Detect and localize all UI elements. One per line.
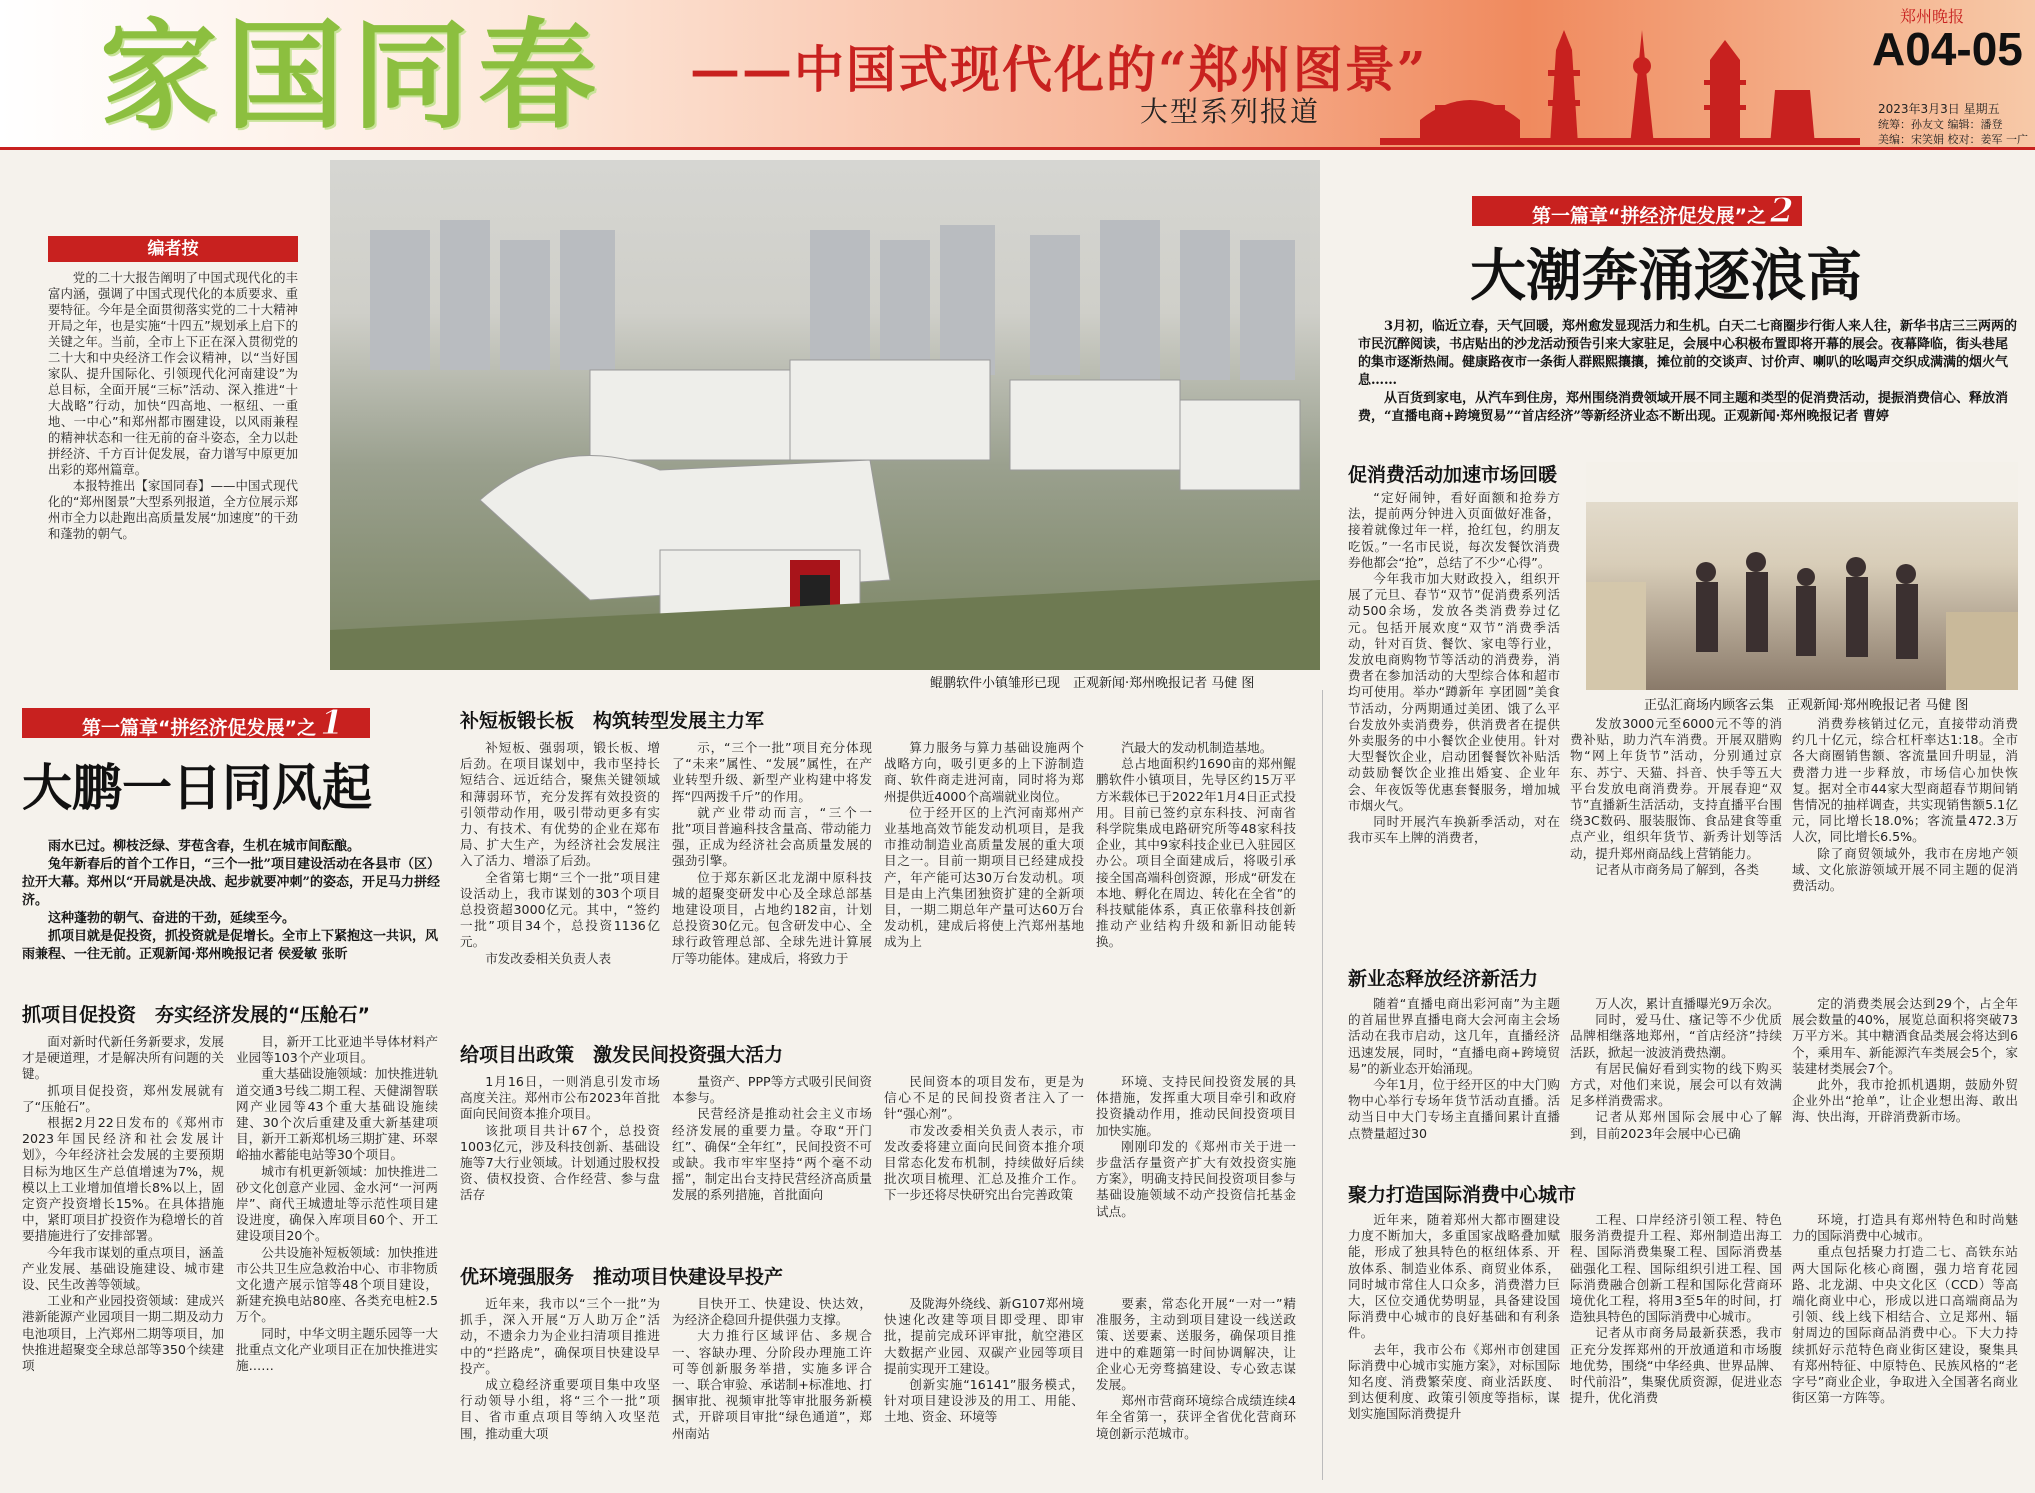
- editor-note-para: 党的二十大报告阐明了中国式现代化的丰富内涵，强调了中国式现代化的本质要求、重要特征。今年是全面贯彻落实党的二十大精神开局之年，也是实施“十四五”规划承上启下的关键之年。当前，全市上下正在深入贯彻党的二十大和中央经济工作会议精神，以“当好国家队、提升国际化、引领现代化河南建设”为总目标，全面开展“三标”活动、深入推进“十大战略”行动，加快“四高地、一枢纽、一重地、一中心”和郑州都市圈建设，以风雨兼程的精神状态和一往无前的奋斗姿态，全力以赴拼经济、千方百计促发展，奋力谱写中原更加出彩的郑州篇章。: [48, 270, 298, 477]
- building-cluster-illustration: [330, 160, 1320, 670]
- story2-lead: [1358, 318, 2018, 438]
- page-number: A04-05: [1872, 23, 2023, 75]
- editor-note-para: 本报特推出【家国同春】——中国式现代化的“郑州图景”大型系列报道，全方位展示郑州市全力以赴跑出高质量发展“加速度”的干劲和蓬勃的朝气。: [48, 478, 298, 541]
- story1-lead-para: 抓项目就是促投资，抓投资就是促增长。全市上下紧抱这一共识，风雨兼程、一往无前。正观新闻·郑州晚报记者 侯爱敏 张昕: [22, 929, 439, 962]
- story2-chapter-label: 第一篇章“拼经济促发展”之: [1532, 205, 1766, 227]
- story1-lead: [22, 838, 442, 988]
- story2-subhead-2: 新业态释放经济新活力: [1348, 968, 1539, 990]
- story1-col2: [236, 1034, 438, 1476]
- paragraph: 面对新时代新任务新要求，发展才是硬道理，才是解决所有问题的关键。: [22, 1034, 224, 1082]
- paragraph: 市发改委相关负责人表: [485, 950, 612, 966]
- paragraph: 刚刚印发的《郑州市关于进一步盘活存量资产扩大有效投资实施方案》，明确支持民间投资项目参与基础设施领域不动产投资信托基金试点。: [1096, 1138, 1296, 1219]
- story1-chapter-number: 1: [319, 703, 344, 743]
- paragraph: 城市有机更新领域：加快推进二砂文化创意产业园、金水河“一河两岸”、商代王城遗址等示范性项目建设进度，确保入库项目60个、开工建设项目20个。: [236, 1163, 438, 1244]
- story2-chapter-number: 2: [1769, 191, 1794, 231]
- story1-col6: [1096, 740, 1296, 1020]
- paragraph: 及陇海外绕线、新G107郑州境快速化改建等项目即受理、即审批，提前完成环评审批，航空港区大数据产业园、双碳产业园等项目提前实现开工建设。: [884, 1296, 1084, 1376]
- paragraph: 创新实施“16141”服务模式，针对项目建设涉及的用工、用能、土地、资金、环境等: [884, 1377, 1084, 1425]
- mall-shoppers-photo: [1586, 462, 2018, 690]
- paragraph: 重大基础设施领域：加快推进轨道交通3号线二期工程、天健湖智联网产业园等43个重大基础设施续建、30个次后重建及重大新基建项目，新开工新郑机场三期扩建、环翠峪抽水蓄能电站等30个项目。: [236, 1066, 438, 1163]
- story2-lead-para: 3月初，临近立春，天气回暖，郑州愈发显现活力和生机。白天二七商圈步行街人来人往，新华书店三三两两的市民沉醉阅读，书店贴出的沙龙活动预告引来大家驻足，会展中心积极布置即将开幕的展会。夜幕降临，街头巷尾的集市逐渐热闹。健康路夜市一条街人群熙熙攘攘，摊位前的交谈声、讨价声、喇叭的吆喝声交织成满满的烟火气息……: [1358, 319, 2018, 388]
- story2-sec3-col2: [1570, 1212, 1782, 1474]
- story1-lead-para: 雨水已过。柳枝泛绿、芽苞含春，生机在城市间酝酿。: [48, 839, 361, 854]
- paragraph: 工业和产业园投资领域：建成兴港新能源产业园项目一期二期及动力电池项目，上汽郑州二期等项目，加快推进超聚变全球总部等350个续建项: [22, 1293, 224, 1374]
- paragraph: 此外，我市抢抓机遇期，鼓励外贸企业外出“抢单”，让企业想出海、敢出海、快出海，开辟消费新市场。: [1792, 1077, 2018, 1125]
- paragraph: 要素，常态化开展“一对一”精准服务，主动到项目建设一线送政策、送要素、送服务，确保项目推进中的难题第一时间协调解决，让企业心无旁骛搞建设、专心致志谋发展。: [1096, 1296, 1296, 1393]
- story1-row2-col3: [884, 1074, 1084, 1250]
- paragraph: 根据2月22日发布的《郑州市2023年国民经济和社会发展计划》，今年经济社会发展的主要预期目标为地区生产总值增速为7%，规模以上工业增加值增长8%以上，固定资产投资增长15%。在具体措施中，紧盯项目扩投资作为稳增长的首要措施进行了安排部署。: [22, 1115, 224, 1244]
- editor-note-label: 编者按: [48, 236, 298, 262]
- paragraph: 总占地面积约1690亩的郑州鲲鹏软件小镇项目，先导区约15万平方米载体已于2022年1月4日正式投用。目前已签约京东科技、河南省科学院集成电路研究所等48家科技企业，其中9家科技企业已入驻园区办公。项目全面建成后，将吸引承接全国高端科创资源，形成“研发在本地、孵化在周边、转化在全省”的科技赋能体系，真正依靠科技创新推动产业结构升级和新旧动能转换。: [1096, 756, 1296, 950]
- issue-date: 2023年3月3日 星期五: [1878, 102, 2000, 116]
- story2-sec1-col2: [1570, 716, 1782, 916]
- story1-row3-col1: [460, 1296, 660, 1476]
- story1-lead-para: 这种蓬勃的朝气、奋进的干劲，延续至今。: [48, 911, 296, 926]
- story2-lead-para: 从百货到家电，从汽车到住房，郑州围绕消费领域开展不同主题和类型的促消费活动，提振消费信心、释放消费，“直播电商+跨境贸易”“首店经济”等新经济业态不断出现。正观新闻·郑州晚报记者 曹婷: [1358, 391, 2009, 424]
- paragraph: 算力服务与算力基础设施两个战略方向，吸引更多的上下游制造商、软件商走进河南，同时将为郑州提供近4000个高端就业岗位。: [884, 740, 1084, 804]
- crowd-illustration: [1586, 462, 2018, 690]
- paragraph: 有居民偏好看到实物的线下购买方式，对他们来说，展会可以有效满足多样消费需求。: [1570, 1060, 1782, 1109]
- editor-credits: 统筹：孙友文 编辑：潘登: [1878, 118, 2003, 131]
- paragraph: 1月16日，一则消息引发市场高度关注。郑州市公布2023年首批面向民间资本推介项目。: [460, 1074, 660, 1122]
- story1-chapter-banner: [22, 703, 370, 743]
- story2-sec2-col2: [1570, 996, 1782, 1156]
- editor-note-text: [48, 270, 298, 630]
- paragraph: 汽最大的发动机制造基地。: [1121, 740, 1273, 755]
- paragraph: 就产业带动而言，“三个一批”项目普遍科技含量高、带动能力强，正成为经济社会高质量发展的强劲引擎。: [672, 804, 872, 869]
- story1-subhead-4: 优环境强服务 推动项目快建设早投产: [460, 1266, 784, 1288]
- paragraph: 量资产、PPP等方式吸引民间资本参与。: [672, 1074, 872, 1106]
- story1-col1: [22, 1034, 224, 1476]
- masthead-series-label: 大型系列报道: [1140, 95, 1321, 128]
- story1-row3-col2: [672, 1296, 872, 1476]
- masthead-title: 家国同春: [100, 6, 605, 145]
- story1-row3-col4: [1096, 1296, 1296, 1476]
- paragraph: 同时开展汽车换新季活动，对在我市买车上牌的消费者，: [1348, 814, 1560, 846]
- paragraph: 近年来，随着郑州大都市圈建设力度不断加大，多重国家战略叠加赋能，形成了独具特色的枢纽体系、开放体系、制造业体系、商贸业体系，同时城市常住人口众多，消费潜力巨大，区位交通优势明显，具备建设国际消费中心城市的良好基础和有利条件。: [1348, 1212, 1560, 1341]
- paragraph: 民营经济是推动社会主义市场经济发展的重要力量。夺取“开门红”、确保“全年红”，民间投资不可或缺。我市牢牢坚持“两个毫不动摇”，制定出台支持民营经济高质量发展的系列措施，首批面向: [672, 1106, 872, 1203]
- story1-chapter-label: 第一篇章“拼经济促发展”之: [82, 717, 316, 739]
- paragraph: 重点包括聚力打造二七、高铁东站两大国际化核心商圈，强力培育花园路、北龙湖、中央文化区（CCD）等高端化商业中心，形成以进口高端商品为引领、线上线下相结合、立足郑州、辐射周边的国际商品消费中心。下大力持续抓好示范特色商业街区建设，聚集具有郑州特征、中原特色、民族风格的“老字号”商业企业，争取进入全国著名商业街区第一方阵等。: [1792, 1244, 2018, 1406]
- story2-sec3-col3: [1792, 1212, 2018, 1474]
- paragraph: 抓项目促投资，郑州发展就有了“压舱石”。: [22, 1082, 224, 1114]
- paragraph: 消费券核销过亿元，直接带动消费约几十亿元，综合杠杆率达1:18。全市各大商圈销售额、客流量回升明显，消费潜力进一步释放，市场信心加快恢复。据对全市44家大型商超春节期间销售情况的抽样调查，共实现销售额5.1亿元，同比增长18.0%；客流量472.3万人次，同比增长6.5%。: [1792, 716, 2018, 845]
- paragraph: 除了商贸领域外，我市在房地产领域、文化旅游领域开展不同主题的促消费活动。: [1792, 845, 2018, 894]
- newspaper-logo: 郑州晚报: [1900, 7, 1965, 26]
- paragraph: 该批项目共计67个，总投资1003亿元，涉及科技创新、基础设施等7大行业领域。计划通过股权投资、债权投资、合作经营、参与盘活存: [460, 1122, 660, 1203]
- main-photo-software-town: [330, 160, 1320, 670]
- masthead-subtitle: ——中国式现代化的“郑州图景”: [690, 40, 1428, 99]
- paragraph: 发放3000元至6000元不等的消费补贴，助力汽车消费。开展双腊购物“网上年货节”活动，分别通过京东、苏宁、天猫、抖音、快手等五大平台发放电商消费券。开展春迎“双节”直播新生活活动，支持直播平台围绕3C数码、服装服饰、食品建食等重点产业，组织年货节、新秀计划等活动，提升郑州商品线上营销能力。: [1570, 716, 1782, 861]
- mall-photo-caption: 正弘汇商场内顾客云集 正观新闻·郑州晚报记者 马健 图: [1644, 698, 1969, 713]
- story1-subhead-2: 补短板锻长板 构筑转型发展主力军: [460, 710, 765, 732]
- paragraph: 定的消费类展会达到29个，占全年展会数量的40%，展览总面积将突破73万平方米。其中糖酒食品类展会将达到6个，乘用车、新能源汽车类展会5个，家装建材类展会7个。: [1792, 996, 2018, 1076]
- paragraph: 示，“三个一批”项目充分体现了“未来”属性、“发展”属性，在产业转型升级、新型产业构建中将发挥“四两拨千斤”的作用。: [672, 740, 872, 804]
- main-photo-caption: 鲲鹏软件小镇雏形已现 正观新闻·郑州晚报记者 马健 图: [930, 676, 1255, 691]
- story2-headline: 大潮奔涌逐浪高: [1470, 243, 1862, 309]
- story1-subhead-3: 给项目出政策 激发民间投资强大活力: [460, 1044, 784, 1066]
- story2-sec2-col3: [1792, 996, 2018, 1156]
- paragraph: 同时，爱马仕、瘙记等不少优质品牌相继落地郑州，“首店经济”持续活跃，掀起一波波消费热潮。: [1570, 1012, 1782, 1060]
- paragraph: 去年，我市公布《郑州市创建国际消费中心城市实施方案》，对标国际知名度、消费繁荣度、商业活跃度、到达便利度、政策引领度等指标，谋划实施国际消费提升: [1348, 1341, 1560, 1422]
- story1-row2-col4: [1096, 1074, 1296, 1250]
- paragraph: 郑州市营商环境综合成绩连续4年全省第一，获评全省优化营商环境创新示范城市。: [1096, 1393, 1296, 1441]
- paragraph: 环境、支持民间投资发展的具体措施，发挥重大项目牵引和政府投资撬动作用，推动民间投资项目加快实施。: [1096, 1074, 1296, 1138]
- paragraph: 位于经开区的上汽河南郑州产业基地高效节能发动机项目，是我市推动制造业高质量发展的重大项目之一。目前一期项目已经建成投产，年产能可达30万台发动机。项目是由上汽集团独资扩建的全新项目，一期二期总年产量可达60万台发动机，建成后将使上汽郑州基地成为上: [884, 804, 1084, 950]
- paragraph: 成立稳经济重要项目集中攻坚行动领导小组，将“三个一批”项目、省市重点项目等纳入攻坚范围，推动重大项: [460, 1377, 660, 1441]
- story1-col3: [460, 740, 660, 1020]
- story2-sec1-col1: [1348, 490, 1560, 916]
- paragraph: 目快开工、快建设、快达效，为经济企稳回升提供强力支撑。: [672, 1296, 872, 1328]
- city-skyline-illustration: [1380, 10, 1860, 145]
- spread-divider: [1322, 690, 1323, 1480]
- paragraph: 记者从市商务局最新获悉，我市正充分发挥郑州的开放通道和市场腹地优势，围绕“中华经典、世界品牌、时代前沿”，集聚优质资源，促进业态提升，优化消费: [1570, 1325, 1782, 1406]
- story2-chapter-banner: [1472, 191, 1802, 231]
- paragraph: 工程、口岸经济引领工程、特色服务消费提升工程、郑州制造出海工程、国际消费集聚工程、国际消费基础强化工程、国际组织引进工程、国际消费融合创新工程和国际化营商环境优化工程，将用3至5年的时间，打造独具特色的国际消费中心城市。: [1570, 1212, 1782, 1325]
- paragraph: “定好闹钟，看好面额和抢券方法，提前两分钟进入页面做好准备，接着就像过年一样，抢红包，约朋友吃饭。”一名市民说，每次发餐饮消费券他都会“抢”，总结了不少“心得”。: [1348, 490, 1560, 570]
- paragraph: 大力推行区域评估、多规合一、容缺办理、分阶段办理施工许可等创新服务举措，实施多评合一、联合审验、承诺制+标准地、打捆审批、视频审批等审批服务新模式，开辟项目审批“绿色通道”，郑州南站: [672, 1328, 872, 1441]
- paragraph: 全省第七期“三个一批”项目建设活动上，我市谋划的303个项目总投资超3000亿元。其中，“签约一批”项目34个，总投资1136亿元。: [460, 869, 660, 950]
- paragraph: 同时，中华文明主题乐园等一大批重点文化产业项目正在加快推进实施……: [236, 1325, 438, 1374]
- paragraph: 随着“直播电商出彩河南”为主题的首届世界直播电商大会河南主会场活动在我市启动，这几年，直播经济迅速发展，同时，“直播电商+跨境贸易”的新业态开始涌现。: [1348, 996, 1560, 1076]
- story1-headline: 大鹏一日同风起: [22, 758, 372, 817]
- story2-subhead-1: 促消费活动加速市场回暖: [1348, 464, 1558, 486]
- story1-row2-col1: [460, 1074, 660, 1250]
- story1-subhead-1: 抓项目促投资 夯实经济发展的“压舱石”: [22, 1004, 370, 1026]
- paragraph: 市发改委相关负责人表示，市发改委将建立面向民间资本推介项目常态化发布机制，持续做好后续批次项目梳理、汇总及推介工作。下一步还将尽快研究出台完善政策: [884, 1122, 1084, 1203]
- paragraph: 位于郑东新区北龙湖中原科技城的超聚变研发中心及全球总部基地建设项目，占地约182亩，计划总投资30亿元。包含研发中心、全球行政管理总部、全球先进计算展厅等功能体。建成后，将致力于: [672, 869, 872, 966]
- paragraph: 目，新开工比亚迪半导体材料产业园等103个产业项目。: [236, 1034, 438, 1066]
- paragraph: 今年我市加大财政投入，组织开展了元旦、春节“双节”促消费系列活动500余场，发放各类消费券过亿元。包括开展欢度“双节”消费季活动，针对百货、餐饮、家电等行业，发放电商购物节等活动的消费券，消费者在参加活动的大型综合体和超市均可使用。举办“蹲新年 享团圆”美食节活动，分两期通过美团、饿了么平台发放外卖消费券，供消费者在提供外卖服务的中小餐饮企业使用。针对大型餐饮企业，启动团餐餐饮补贴活动鼓励餐饮企业推出婚宴、企业年会、年夜饭等优惠套餐服务，增加城市烟火气。: [1348, 571, 1560, 813]
- paragraph: 近年来，我市以“三个一批”为抓手，深入开展“万人助万企”活动，不遗余力为企业扫清项目推进中的“拦路虎”，确保项目快建设早投产。: [460, 1296, 660, 1376]
- paragraph: 民间资本的项目发布，更是为信心不足的民间投资者注入了一针“强心剂”。: [884, 1074, 1084, 1122]
- story2-sec2-col1: [1348, 996, 1560, 1156]
- paragraph: 记者从郑州国际会展中心了解到，目前2023年会展中心已确: [1570, 1109, 1782, 1141]
- masthead: [0, 0, 2035, 150]
- paragraph: 万人次，累计直播曝光9万余次。: [1595, 996, 1780, 1011]
- paragraph: 今年我市谋划的重点项目，涵盖产业发展、基础设施建设、城市建设、民生改善等领域。: [22, 1244, 224, 1293]
- paragraph: 环境，打造具有郑州特色和时尚魅力的国际消费中心城市。: [1792, 1212, 2018, 1244]
- paragraph: 今年1月，位于经开区的中大门购物中心举行专场年货节活动直播。活动当日中大门专场主直播间累计直播点赞量超过30: [1348, 1077, 1560, 1141]
- paragraph: 补短板、强弱项，锻长板、增后劲。在项目谋划中，我市坚持长短结合、远近结合，聚焦关键领域和薄弱环节，充分发挥有效投资的引领带动作用，吸引带动更多有实力、有技术、有优势的企业在郑布局、扩大生产，为经济社会发展注入了活力、增添了后劲。: [460, 740, 660, 869]
- story2-subhead-3: 聚力打造国际消费中心城市: [1348, 1184, 1577, 1206]
- story1-lead-para: 兔年新春后的首个工作日，“三个一批”项目建设活动在各县市（区）拉开大幕。郑州以“开局就是决战、起步就要冲刺”的姿态，开足马力拼经济。: [22, 857, 440, 908]
- designer-credits: 美编：宋笑娟 校对：姜军 一广: [1878, 133, 2028, 146]
- story1-col5: [884, 740, 1084, 1020]
- story1-col4: [672, 740, 872, 1020]
- story2-sec3-col1: [1348, 1212, 1560, 1474]
- paragraph: 记者从市商务局了解到，各类: [1595, 861, 1759, 877]
- story1-row2-col2: [672, 1074, 872, 1250]
- story1-row3-col3: [884, 1296, 1084, 1476]
- paragraph: 公共设施补短板领域：加快推进市公共卫生应急救治中心、市非物质文化遗产展示馆等48个项目建设，新建充换电站80座、各类充电桩2.5万个。: [236, 1244, 438, 1325]
- story2-sec1-col3: [1792, 716, 2018, 916]
